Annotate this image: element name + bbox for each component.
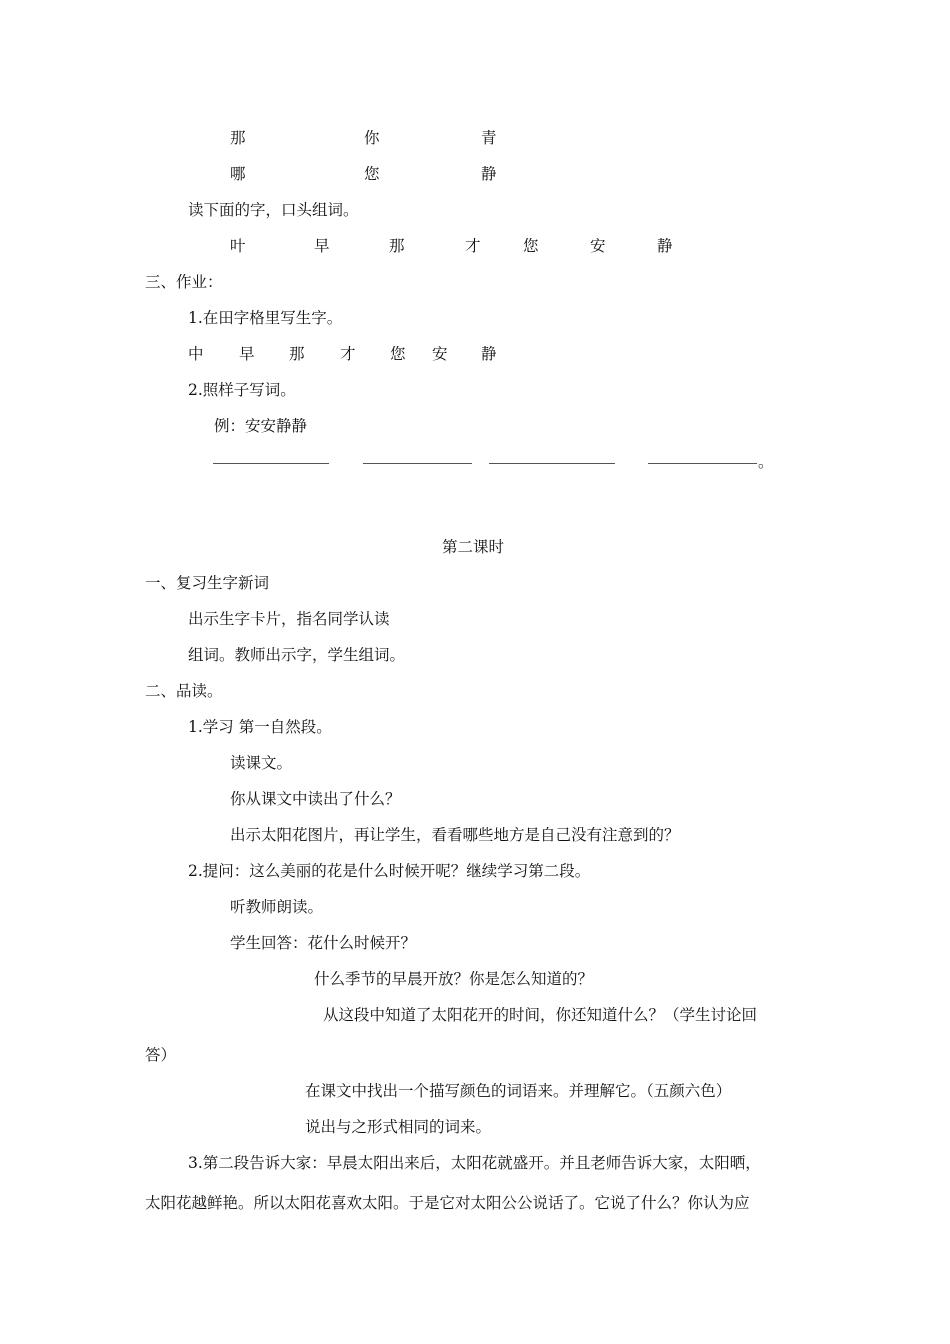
reading-item-2-b: 学生回答：花什么时候开？ (230, 934, 417, 952)
reading-item-1-a: 读课文。 (230, 754, 293, 772)
reading-item-2-f: 说出与之形式相同的词来。 (305, 1118, 492, 1136)
reading-item-3-line-1: 3.第二段告诉大家：早晨太阳出来后，太阳花就盛开。并且老师告诉大家，太阳晒， (188, 1154, 761, 1172)
read-char: 您 (523, 237, 539, 255)
pair-char: 青 (481, 129, 497, 147)
reading-item-2-e: 在课文中找出一个描写颜色的词语来。并理解它。（五颜六色） (305, 1082, 732, 1100)
homework-item-2: 2.照样子写词。 (188, 381, 296, 399)
read-char: 叶 (230, 237, 246, 255)
fill-blank[interactable] (213, 463, 329, 464)
reading-item-2-d-cont: 答） (145, 1046, 177, 1064)
section-review-title: 一、复习生字新词 (145, 574, 270, 592)
pair-char: 那 (230, 129, 246, 147)
read-char: 才 (465, 237, 481, 255)
reading-item-2: 2.提问：这么美丽的花是什么时候开呢？继续学习第二段。 (188, 862, 591, 880)
read-char: 安 (590, 237, 606, 255)
pair-char: 你 (364, 129, 380, 147)
reading-item-3-line-2: 太阳花越鲜艳。所以太阳花喜欢太阳。于是它对太阳公公说话了。它说了什么？你认为应 (145, 1194, 750, 1212)
fill-blank[interactable] (489, 463, 615, 464)
pair-char: 您 (364, 165, 380, 183)
homework-item-1: 1.在田字格里写生字。 (188, 309, 343, 327)
write-char: 静 (481, 345, 497, 363)
section-homework-title: 三、作业： (145, 273, 223, 291)
review-step-1: 出示生字卡片，指名同学认读 (188, 610, 390, 628)
instruction-read: 读下面的字，口头组词。 (188, 201, 359, 219)
reading-item-1-c: 出示太阳花图片，再让学生，看看哪些地方是自己没有注意到的？ (230, 826, 680, 844)
review-step-2: 组词。教师出示字，学生组词。 (188, 646, 406, 664)
reading-item-1-b: 你从课文中读出了什么？ (230, 790, 401, 808)
reading-item-2-c: 什么季节的早晨开放？你是怎么知道的？ (314, 970, 594, 988)
read-char: 静 (657, 237, 673, 255)
section-reading-title: 二、品读。 (145, 682, 223, 700)
fill-blank[interactable] (648, 463, 757, 464)
reading-item-2-d: 从这段中知道了太阳花开的时间，你还知道什么？（学生讨论回 (323, 1006, 758, 1024)
fill-blank[interactable] (363, 463, 472, 464)
reading-item-1: 1.学习 第一自然段。 (188, 718, 332, 736)
write-char: 中 (188, 345, 204, 363)
lesson-2-title: 第二课时 (442, 538, 505, 556)
reading-item-2-a: 听教师朗读。 (230, 898, 324, 916)
write-char: 您 (390, 345, 406, 363)
write-char: 早 (239, 345, 255, 363)
blank-period: 。 (758, 453, 774, 471)
write-char: 那 (289, 345, 305, 363)
write-char: 安 (432, 345, 448, 363)
read-char: 早 (314, 237, 330, 255)
read-char: 那 (389, 237, 405, 255)
example-line: 例：安安静静 (214, 417, 308, 435)
pair-char: 哪 (230, 165, 246, 183)
pair-char: 静 (481, 165, 497, 183)
write-char: 才 (340, 345, 356, 363)
